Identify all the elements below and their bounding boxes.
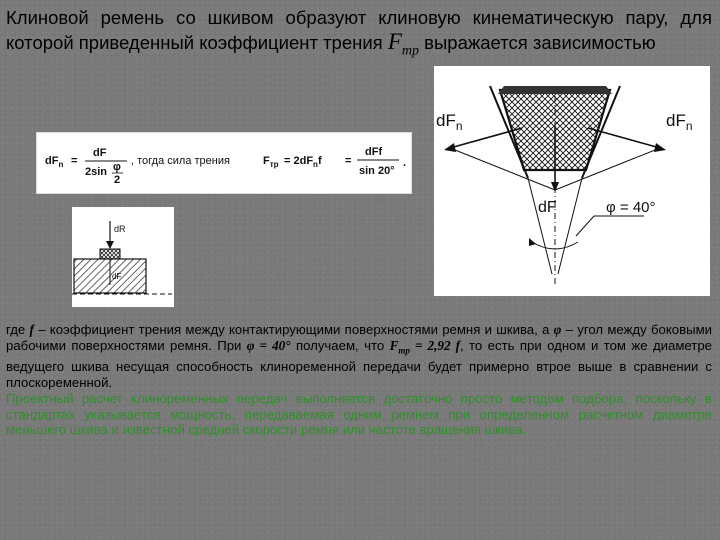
svg-text:dF: dF xyxy=(112,272,122,281)
formula-panel xyxy=(36,132,412,194)
svg-text:dFf: dFf xyxy=(365,146,383,158)
svg-text:dFn: $dF_n$ xyxy=(45,155,64,169)
intro-tail: выражается зависимостью xyxy=(424,32,656,53)
svg-text:=: = xyxy=(71,155,78,167)
paragraph-design: Проектный расчет клиноременных передач выполняется достаточно просто методом подбора, поскольку в стандартах указывается мощность, передаваемая одним ремнем при определенном расчетном диаметре меньшего шкива и известной средней скорости ремня или частоте вращения шкива. xyxy=(6,390,712,438)
svg-text:2: 2 xyxy=(114,174,121,186)
belt-diagram xyxy=(72,207,174,307)
intro-text xyxy=(6,6,712,64)
formula-image xyxy=(37,133,411,193)
svg-text:=: = xyxy=(345,155,352,167)
svg-text:φ = 40°: φ = 40° xyxy=(606,199,656,216)
svg-text:2sin: 2sin xyxy=(85,166,108,178)
svg-text:= 2dFnf: = $2dF_nf$ xyxy=(284,155,322,169)
svg-text:dFn: $dF_n$ xyxy=(436,111,463,133)
svg-text:sin 20°: sin 20° xyxy=(359,165,395,177)
svg-text:, тогда сила трения: , тогда сила трения xyxy=(131,155,230,167)
svg-text:dF: dF xyxy=(93,147,107,159)
svg-text:Fтр: $F_{тр}$ xyxy=(263,155,279,169)
svg-text:.: . xyxy=(403,157,407,169)
svg-text:dR: dR xyxy=(114,224,126,234)
svg-text:dF: dF xyxy=(538,199,557,216)
body-text xyxy=(6,322,712,438)
svg-text:φ: φ xyxy=(113,161,121,173)
friction-symbol: $F_{тр}$ xyxy=(387,29,420,59)
paragraph-explanation: где f – коэффициент трения между контактирующими поверхностями ремня и шкива, а φ – угол между боковыми рабочими поверхностями ремня. При φ = 40° получаем, что $F_{тр} = 2,92$ f, то есть при одном и том же диаметре ведущего шкива несущая способность клиноременной передачи будет примерно втрое выше в сравнении с плоскоременной. xyxy=(6,322,713,391)
pulley-diagram xyxy=(434,66,710,296)
intro-sentence: Клиновой ремень со шкивом образуют клиновую кинематическую пару, для которой приведенный коэффициент трения xyxy=(6,7,712,53)
svg-text:dFn: $dF_n$ xyxy=(666,111,693,133)
